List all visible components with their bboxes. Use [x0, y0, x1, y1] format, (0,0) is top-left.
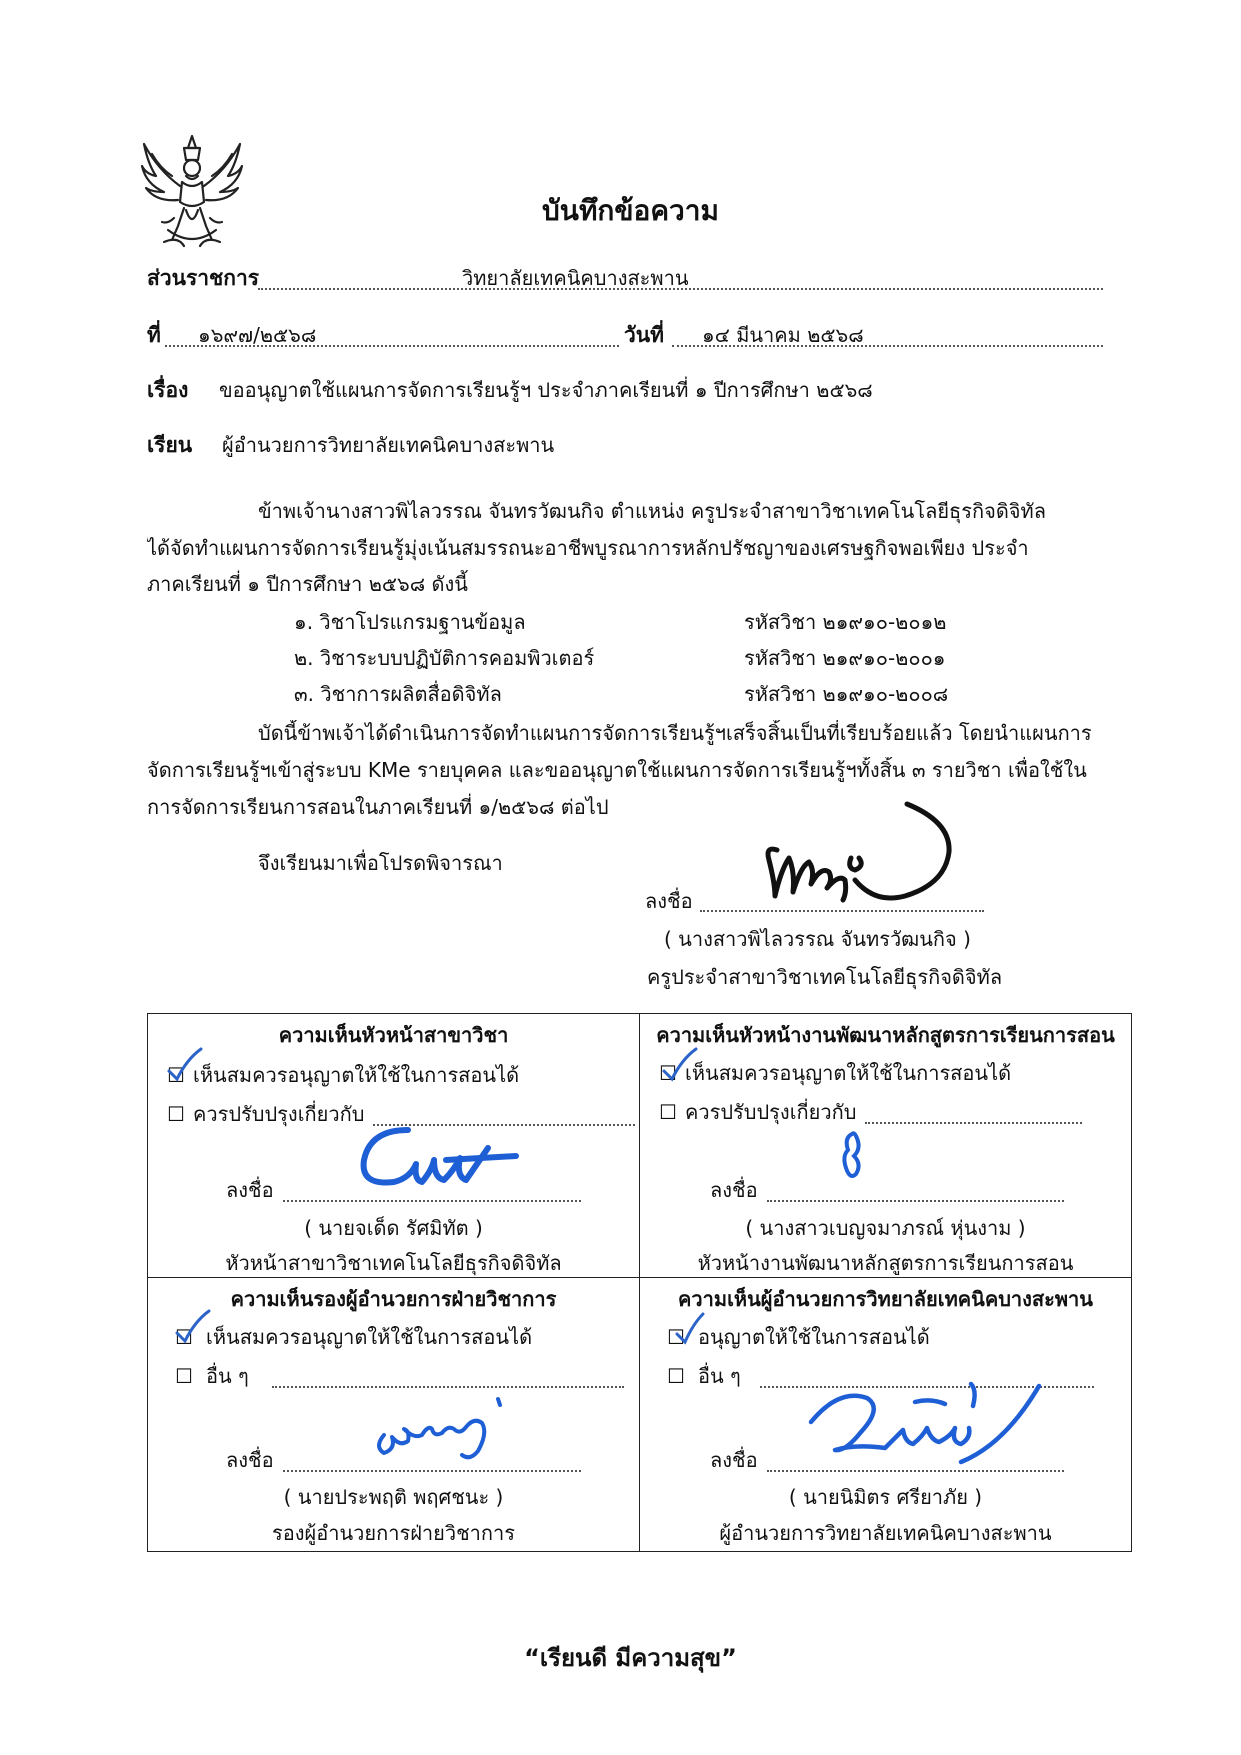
course-1-name: ๑. วิชาโปรแกรมฐานข้อมูล: [294, 610, 526, 634]
course-3-name: ๓. วิชาการผลิตสื่อดิจิทัล: [294, 682, 502, 706]
opinion-sign-dotted-line: [283, 1470, 581, 1472]
check-mark-icon: [165, 1045, 205, 1085]
closing-text: จึงเรียนมาเพื่อโปรดพิจารณา: [258, 851, 503, 875]
check-mark-icon: [673, 1310, 709, 1346]
opinion-option1-label: เห็นสมควรอนุญาตให้ใช้ในการสอนได้: [193, 1063, 520, 1087]
opinion-signer-name: ( นายจเด็ด รัศมิทัต ): [304, 1216, 483, 1240]
ref-value: ๑๖๙๗/๒๕๖๘: [198, 323, 317, 347]
opinion-option1-checkbox[interactable]: ☐: [667, 1325, 685, 1349]
agency-label: ส่วนราชการ: [147, 266, 260, 290]
signer-name: ( นางสาวพิไลวรรณ จันทรวัฒนกิจ ): [664, 927, 971, 951]
director-signature: [805, 1378, 1045, 1468]
course-1-code: รหัสวิชา ๒๑๙๑๐-๒๐๑๒: [744, 610, 947, 634]
para2-line1: บัดนี้ข้าพเจ้าได้ดำเนินการจัดทำแผนการจัดการเรียนรู้ฯเสร็จสิ้นเป็นที่เรียบร้อยแล้ว โดยนำแผนการ: [258, 721, 1092, 745]
opinion-option2-checkbox[interactable]: ☐: [659, 1100, 677, 1124]
opinion-option1-label: อนุญาตให้ใช้ในการสอนได้: [698, 1325, 930, 1349]
opinion-option2-label: อื่น ๆ: [698, 1364, 741, 1388]
opinion-signer-name: ( นายประพฤติ พฤศชนะ ): [283, 1485, 504, 1509]
opinion-sign-label: ลงชื่อ: [710, 1178, 758, 1202]
subject-value: ขออนุญาตใช้แผนการจัดการเรียนรู้ฯ ประจำภาคเรียนที่ ๑ ปีการศึกษา ๒๕๖๘: [219, 378, 873, 402]
garuda-emblem-icon: [138, 130, 246, 252]
opinion-sign-label: ลงชื่อ: [226, 1448, 274, 1472]
to-value: ผู้อำนวยการวิทยาลัยเทคนิคบางสะพาน: [222, 433, 555, 457]
opinion-option1-label: เห็นสมควรอนุญาตให้ใช้ในการสอนได้: [685, 1061, 1012, 1085]
opinion-option2-checkbox[interactable]: ☐: [167, 1102, 185, 1126]
opinion-option2-checkbox[interactable]: ☐: [175, 1364, 193, 1388]
signer-signature: [755, 800, 965, 910]
para1-line1: ข้าพเจ้านางสาวพิไลวรรณ จันทรวัฒนกิจ ตำแหน่ง ครูประจำสาขาวิชาเทคโนโลยีธุรกิจดิจิทัล: [258, 499, 1046, 523]
opinion-option1-checkbox[interactable]: ☐: [167, 1063, 185, 1087]
opinion-title: ความเห็นผู้อำนวยการวิทยาลัยเทคนิคบางสะพาน: [678, 1287, 1093, 1311]
opinion-signer-position: รองผู้อำนวยการฝ่ายวิชาการ: [272, 1521, 515, 1545]
to-label: เรียน: [147, 433, 193, 457]
dept-head-signature: [350, 1120, 520, 1200]
opinion-option1-checkbox[interactable]: ☐: [659, 1061, 677, 1085]
opinion-signer-name: ( นางสาวเบญจมาภรณ์ หุ่นงาม ): [745, 1216, 1026, 1240]
opinion-sign-label: ลงชื่อ: [710, 1448, 758, 1472]
opinion-option1-checkbox[interactable]: ☐: [175, 1325, 193, 1349]
opinion-option2-label: ควรปรับปรุงเกี่ยวกับ: [685, 1100, 857, 1124]
subject-label: เรื่อง: [147, 378, 189, 402]
curriculum-head-signature: [838, 1128, 868, 1184]
opinion-option2-label: ควรปรับปรุงเกี่ยวกับ: [193, 1102, 365, 1126]
para1-line2: ได้จัดทำแผนการจัดการเรียนรู้มุ่งเน้นสมรรถนะอาชีพบูรณาการหลักปรัชญาของเศรษฐกิจพอเพียง ประจำ: [147, 536, 1029, 560]
opinion-option2-dotted-line: [272, 1386, 624, 1388]
date-value: ๑๔ มีนาคม ๒๕๖๘: [702, 323, 864, 347]
signer-sign-label: ลงชื่อ: [645, 889, 693, 913]
footer-motto: “เรียนดี มีความสุข”: [524, 1644, 737, 1672]
agency-value: วิทยาลัยเทคนิคบางสะพาน: [462, 266, 689, 290]
page-title: บันทึกข้อความ: [542, 194, 719, 227]
course-3-code: รหัสวิชา ๒๑๙๑๐-๒๐๐๘: [744, 682, 949, 706]
opinion-signer-position: หัวหน้าสาขาวิชาเทคโนโลยีธุรกิจดิจิทัล: [225, 1251, 562, 1275]
opinion-option2-label: อื่น ๆ: [206, 1364, 249, 1388]
opinion-signer-name: ( นายนิมิตร ศรียาภัย ): [788, 1485, 983, 1509]
para2-line3: การจัดการเรียนการสอนในภาคเรียนที่ ๑/๒๕๖๘ ต่อไป: [147, 795, 609, 819]
course-2-name: ๒. วิชาระบบปฏิบัติการคอมพิวเตอร์: [294, 646, 595, 670]
opinion-title: ความเห็นหัวหน้างานพัฒนาหลักสูตรการเรียนการสอน: [656, 1023, 1115, 1047]
opinion-title: ความเห็นรองผู้อำนวยการฝ่ายวิชาการ: [230, 1287, 557, 1311]
date-label: วันที่: [624, 323, 664, 347]
opinion-sign-dotted-line: [283, 1200, 581, 1202]
opinion-signer-position: ผู้อำนวยการวิทยาลัยเทคนิคบางสะพาน: [719, 1521, 1052, 1545]
opinion-option2-dotted-line: [865, 1122, 1082, 1124]
opinion-title: ความเห็นหัวหน้าสาขาวิชา: [278, 1023, 509, 1047]
course-2-code: รหัสวิชา ๒๑๙๑๐-๒๐๐๑: [744, 646, 946, 670]
opinion-curriculum-head: [640, 1014, 1132, 1278]
check-mark-icon: [173, 1307, 213, 1347]
deputy-director-signature: [370, 1395, 520, 1465]
opinion-sign-dotted-line: [767, 1200, 1064, 1202]
ref-label: ที่: [147, 323, 161, 347]
check-mark-icon: [660, 1045, 700, 1085]
para2-line2: จัดการเรียนรู้ฯเข้าสู่ระบบ KMe รายบุคคล และขออนุญาตใช้แผนการจัดการเรียนรู้ฯทั้งสิ้น ๓ รายวิชา เพื่อใช้ใน: [147, 758, 1087, 782]
signer-position: ครูประจำสาขาวิชาเทคโนโลยีธุรกิจดิจิทัล: [647, 965, 1003, 989]
opinion-option2-checkbox[interactable]: ☐: [667, 1364, 685, 1388]
para1-line3: ภาคเรียนที่ ๑ ปีการศึกษา ๒๕๖๘ ดังนี้: [147, 572, 468, 596]
opinion-option1-label: เห็นสมควรอนุญาตให้ใช้ในการสอนได้: [206, 1325, 533, 1349]
signer-dotted-line: [700, 910, 984, 912]
opinion-sign-label: ลงชื่อ: [226, 1178, 274, 1202]
opinion-signer-position: หัวหน้างานพัฒนาหลักสูตรการเรียนการสอน: [697, 1251, 1074, 1275]
opinion-sign-dotted-line: [767, 1470, 1064, 1472]
opinion-table: [147, 1013, 1132, 1552]
